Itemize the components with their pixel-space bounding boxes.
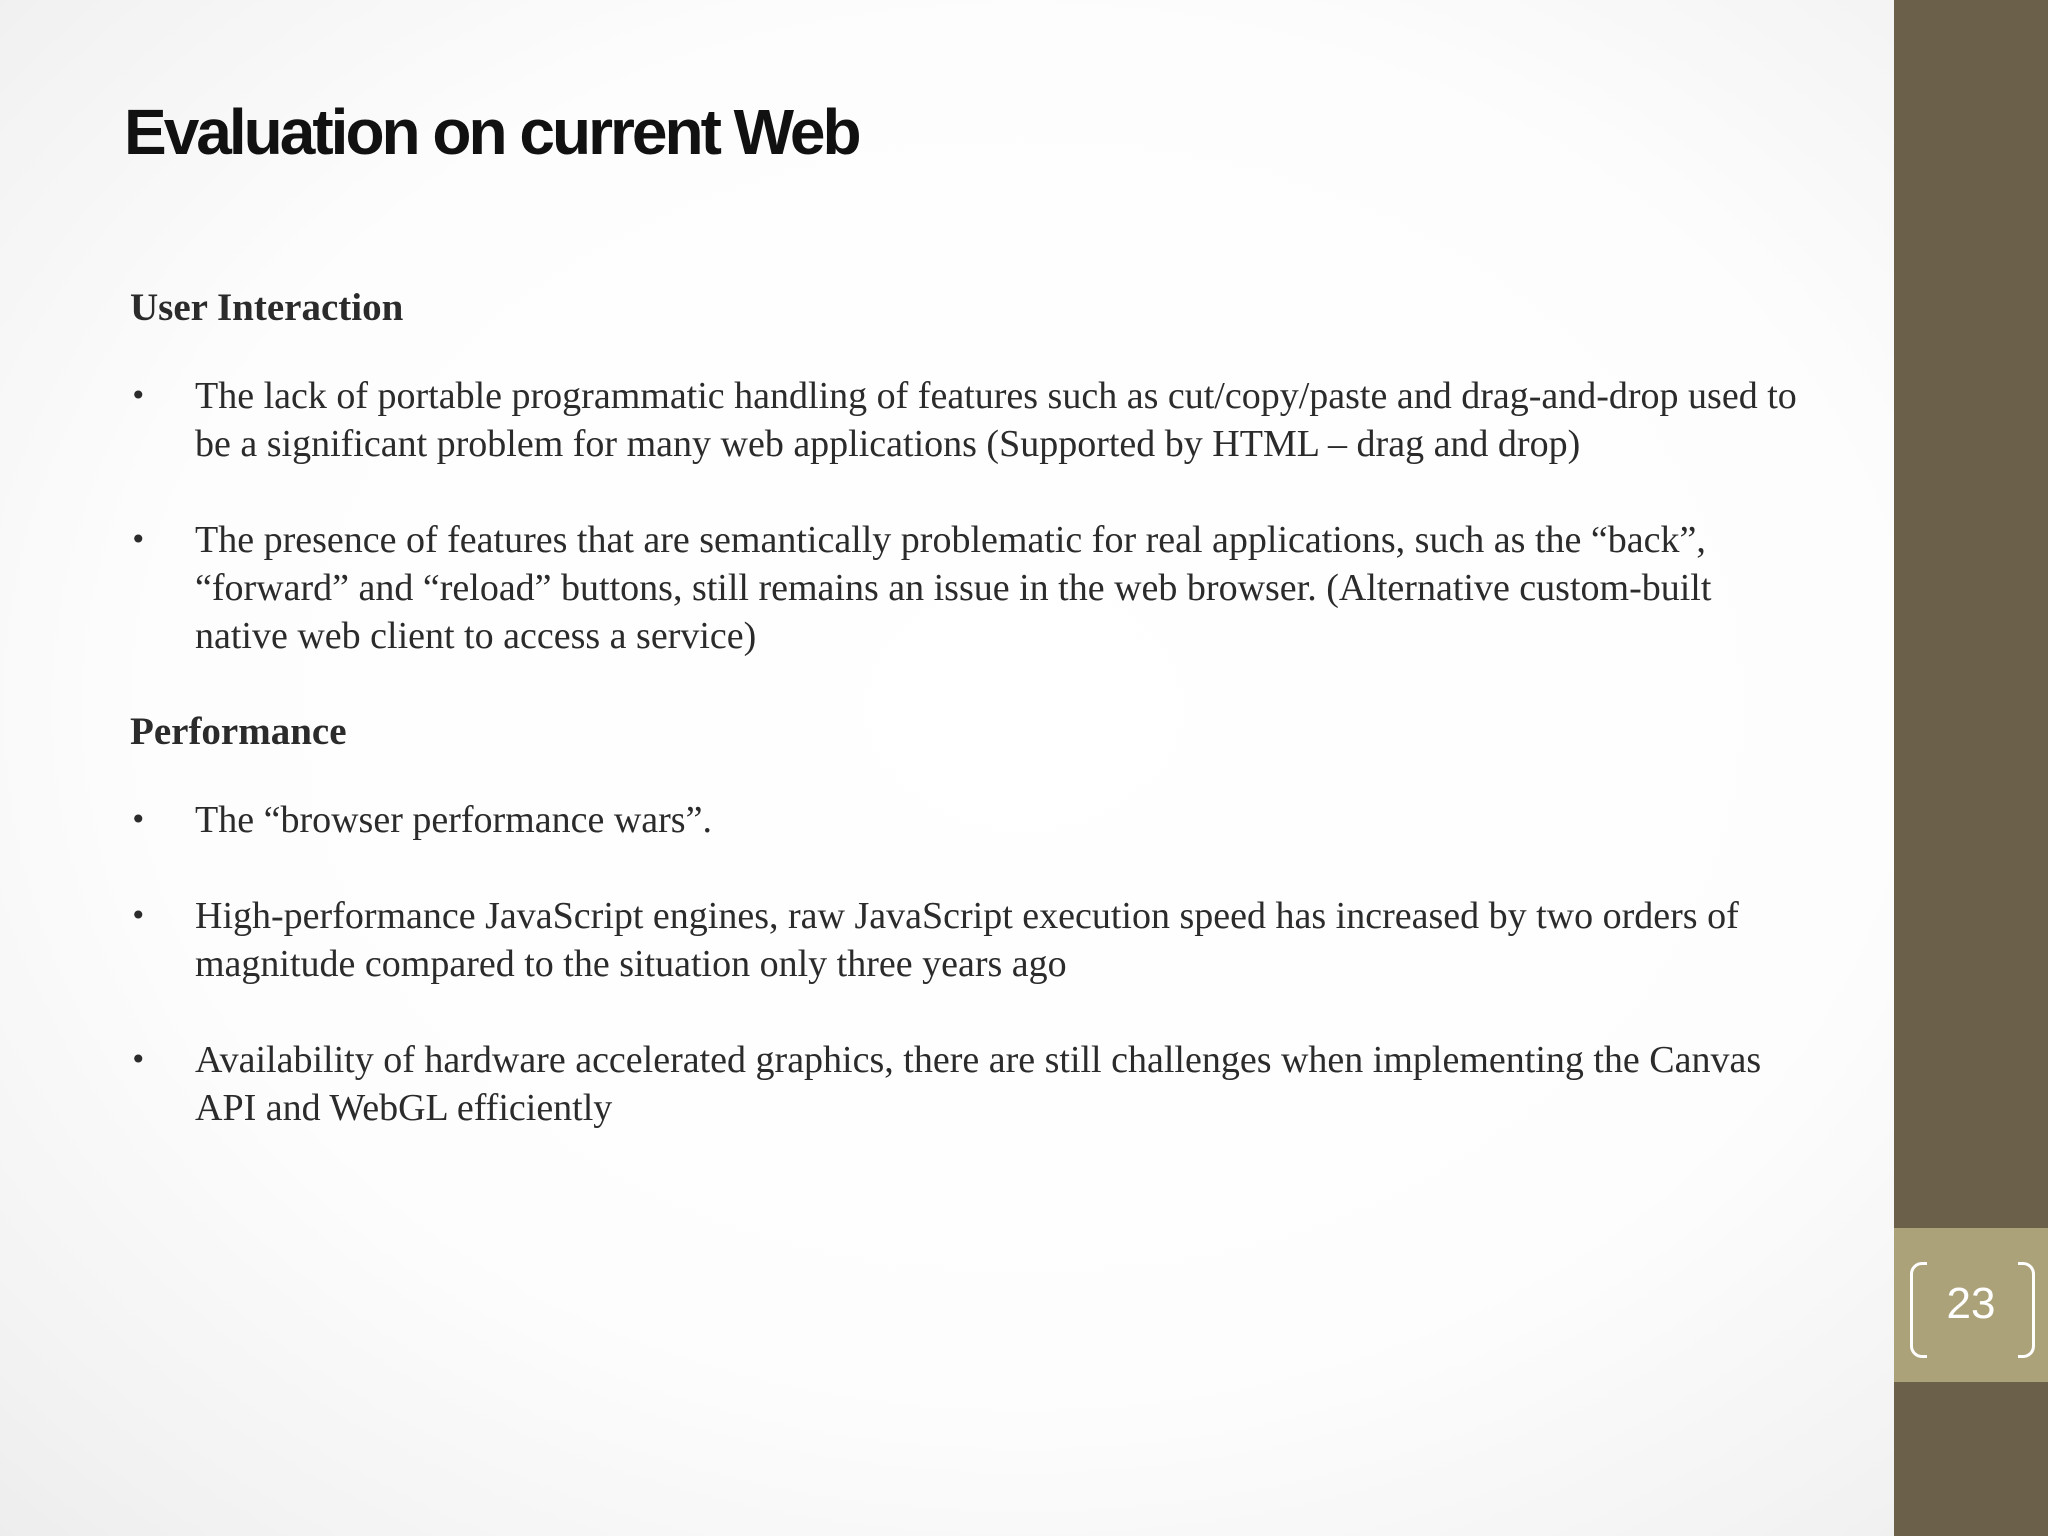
bullet-text: High-performance JavaScript engines, raw JavaScript execution speed has increased by two orders of magnitude compared to the situation only three years ago [195,895,1739,985]
bullet-text: The “browser performance wars”. [195,799,712,841]
bullet-icon: • [130,803,147,836]
bullet-item [130,372,1810,468]
bullet-list-performance [130,796,1810,1132]
bullet-icon: • [130,899,147,932]
page-number-box [1894,1228,2048,1382]
bullet-icon: • [130,1043,147,1076]
bullet-item [130,892,1810,988]
section-heading-user-interaction: User Interaction [130,286,404,329]
bullet-item [130,796,1810,844]
section-heading-performance: Performance [130,710,347,753]
slide-content [130,280,1810,1132]
bullet-item [130,516,1810,660]
page-number: 23 [1946,1279,1996,1328]
bullet-text: The presence of features that are semantically problematic for real applications, such as the “back”, “forward” and “reload” buttons, still remains an issue in the web browser. (Alternative custom-built native web client to access a service) [195,519,1712,657]
bullet-text: Availability of hardware accelerated graphics, there are still challenges when implementing the Canvas API and WebGL efficiently [195,1039,1762,1129]
bullet-list-user-interaction [130,372,1810,660]
slide-title: Evaluation on current Web [124,96,859,168]
bullet-icon: • [130,523,147,556]
bullet-icon: • [130,379,147,412]
bullet-text: The lack of portable programmatic handling of features such as cut/copy/paste and drag-and-drop used to be a significant problem for many web applications (Supported by HTML – drag and drop) [195,375,1797,465]
bullet-item [130,1036,1810,1132]
